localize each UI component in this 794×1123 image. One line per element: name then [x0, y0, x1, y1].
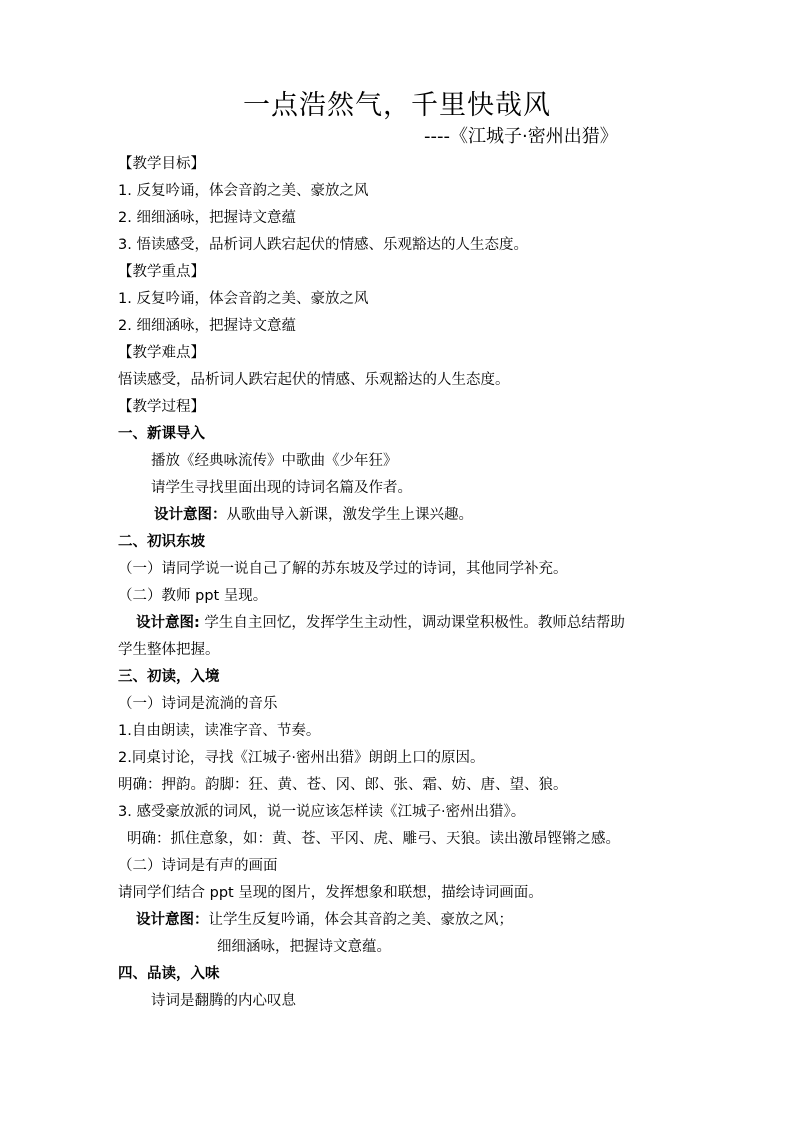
design-intent-label: 设计意图：	[136, 912, 209, 928]
design-intent-3-continued: 细细涵咏，把握诗文意蕴。	[217, 939, 391, 955]
section-heading-key-points: 【教学重点】	[118, 264, 205, 280]
step-3-heading: 三、初读，入境	[118, 669, 220, 685]
design-intent-2	[136, 613, 625, 633]
document-title: 一点浩然气，千里快哉风	[243, 90, 551, 121]
step-3-part-1-heading: （一）诗词是流淌的音乐	[118, 696, 278, 712]
step-3-line-2: 2.同桌讨论，寻找《江城子·密州出猎》朗朗上口的原因。	[118, 750, 485, 766]
step-3-line-5: 明确：抓住意象，如：黄、苍、平冈、虎、雕弓、天狼。读出激昂铿锵之感。	[127, 831, 620, 847]
key-point-item-2: 2. 细细涵咏，把握诗文意蕴	[118, 318, 296, 334]
design-intent-2-continued: 学生整体把握。	[118, 642, 220, 658]
design-intent-text: 从歌曲导入新课，激发学生上课兴趣。	[226, 507, 473, 523]
objective-item-1: 1. 反复吟诵，体会音韵之美、豪放之风	[118, 183, 369, 199]
key-point-item-1: 1. 反复吟诵，体会音韵之美、豪放之风	[118, 291, 369, 307]
step-1-line-1: 播放《经典咏流传》中歌曲《少年狂》	[151, 453, 398, 469]
step-4-line-1: 诗词是翻腾的内心叹息	[151, 993, 296, 1009]
design-intent-label: 设计意图:	[136, 615, 200, 631]
objective-item-2: 2. 细细涵咏，把握诗文意蕴	[118, 210, 296, 226]
step-4-heading: 四、品读，入味	[118, 966, 220, 982]
design-intent-text: 让学生反复吟诵，体会其音韵之美、豪放之风；	[208, 912, 513, 928]
objective-item-3: 3. 悟读感受，品析词人跌宕起伏的情感、乐观豁达的人生态度。	[118, 237, 528, 253]
design-intent-3	[136, 910, 513, 930]
section-heading-difficulties: 【教学难点】	[118, 345, 205, 361]
step-2-heading: 二、初识东坡	[118, 534, 205, 550]
step-3-line-1: 1.自由朗读，读准字音、节奏。	[118, 723, 321, 739]
step-1-heading: 一、新课导入	[118, 426, 205, 442]
step-1-line-2: 请学生寻找里面出现的诗词名篇及作者。	[151, 480, 412, 496]
section-heading-process: 【教学过程】	[118, 399, 205, 415]
design-intent-text: 学生自主回忆，发挥学生主动性，调动课堂积极性。教师总结帮助	[199, 615, 625, 631]
step-3-line-3: 明确：押韵。韵脚：狂、黄、苍、冈、郎、张、霜、妨、唐、望、狼。	[118, 777, 568, 793]
step-2-line-2: （二）教师 ppt 呈现。	[118, 588, 268, 604]
section-heading-objectives: 【教学目标】	[118, 156, 205, 172]
step-3-line-4: 3. 感受豪放派的词风，说一说应该怎样读《江城子·密州出猎》。	[118, 804, 526, 820]
difficulty-text: 悟读感受，品析词人跌宕起伏的情感、乐观豁达的人生态度。	[118, 372, 510, 388]
document-subtitle: ----《江城子·密州出猎》	[424, 126, 618, 147]
step-3-part-2-heading: （二）诗词是有声的画面	[118, 858, 278, 874]
step-3-line-6: 请同学们结合 ppt 呈现的图片，发挥想象和联想，描绘诗词画面。	[118, 885, 543, 901]
design-intent-1	[154, 505, 473, 525]
step-2-line-1: （一）请同学说一说自己了解的苏东坡及学过的诗词，其他同学补充。	[118, 561, 568, 577]
design-intent-label: 设计意图：	[154, 507, 227, 523]
